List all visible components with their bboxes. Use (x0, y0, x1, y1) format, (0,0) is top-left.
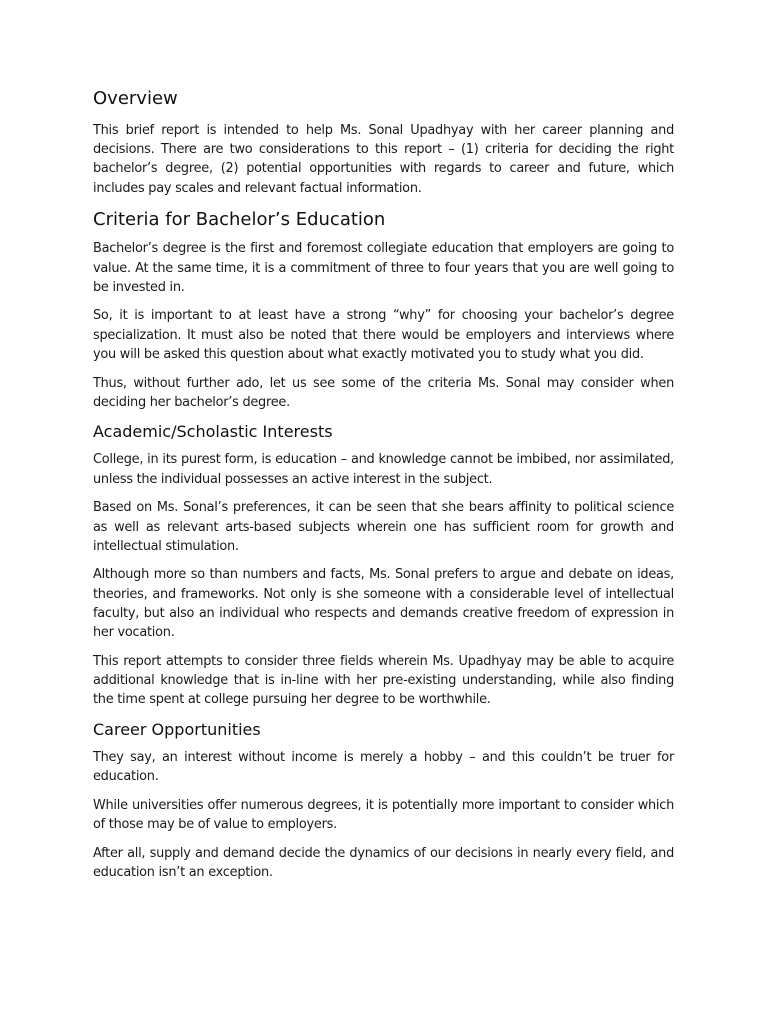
academic-paragraph-2: Based on Ms. Sonal’s preferences, it can be seen that she bears affinity to political science as well as relevant arts-based subjects wherein one has sufficient room for growth and intellectual stimulation. (93, 500, 674, 554)
academic-section (93, 421, 674, 709)
document-page (93, 86, 674, 892)
overview-paragraph-1: This brief report is intended to help Ms. Sonal Upadhyay with her career planning and decisions. There are two considerations to this report – (1) criteria for deciding the right bachelor’s degree, (2) potential opportunities with regards to career and future, which includes pay scales and relevant factual information. (93, 123, 674, 196)
criteria-paragraph-1: Bachelor’s degree is the first and foremost collegiate education that employers are going to value. At the same time, it is a commitment of three to four years that you are well going to be invested in. (93, 241, 674, 295)
academic-paragraph-1: College, in its purest form, is education – and knowledge cannot be imbibed, nor assimilated, unless the individual possesses an active interest in the subject. (93, 452, 674, 487)
overview-heading: Overview (93, 88, 178, 109)
academic-paragraph-3: Although more so than numbers and facts, Ms. Sonal prefers to argue and debate on ideas, theories, and frameworks. Not only is she someone with a considerable level of intellectual faculty, but also an individual who respects and demands creative freedom of expression in her vocation. (93, 567, 674, 641)
overview-section (93, 86, 674, 198)
career-section (93, 719, 674, 882)
career-paragraph-2: While universities offer numerous degrees, it is potentially more important to consider which of those may be of value to employers. (93, 797, 674, 832)
criteria-heading: Criteria for Bachelor’s Education (93, 209, 386, 231)
academic-heading: Academic/Scholastic Interests (93, 422, 333, 442)
criteria-paragraph-2: So, it is important to at least have a strong “why” for choosing your bachelor’s degree specialization. It must also be noted that there would be employers and interviews where you will be asked this question about what exactly motivated you to study what you did. (93, 308, 674, 362)
career-heading: Career Opportunities (93, 719, 261, 739)
career-paragraph-3: After all, supply and demand decide the dynamics of our decisions in nearly every field, and education isn’t an exception. (93, 845, 674, 880)
criteria-paragraph-3: Thus, without further ado, let us see some of the criteria Ms. Sonal may consider when deciding her bachelor’s degree. (93, 375, 674, 410)
criteria-section (93, 207, 674, 412)
career-paragraph-1: They say, an interest without income is merely a hobby – and this couldn’t be truer for education. (93, 749, 674, 785)
academic-paragraph-4: This report attempts to consider three fields wherein Ms. Upadhyay may be able to acquire additional knowledge that is in-line with her pre-existing understanding, while also finding the time spent at college pursuing her degree to be worthwhile. (93, 653, 674, 708)
